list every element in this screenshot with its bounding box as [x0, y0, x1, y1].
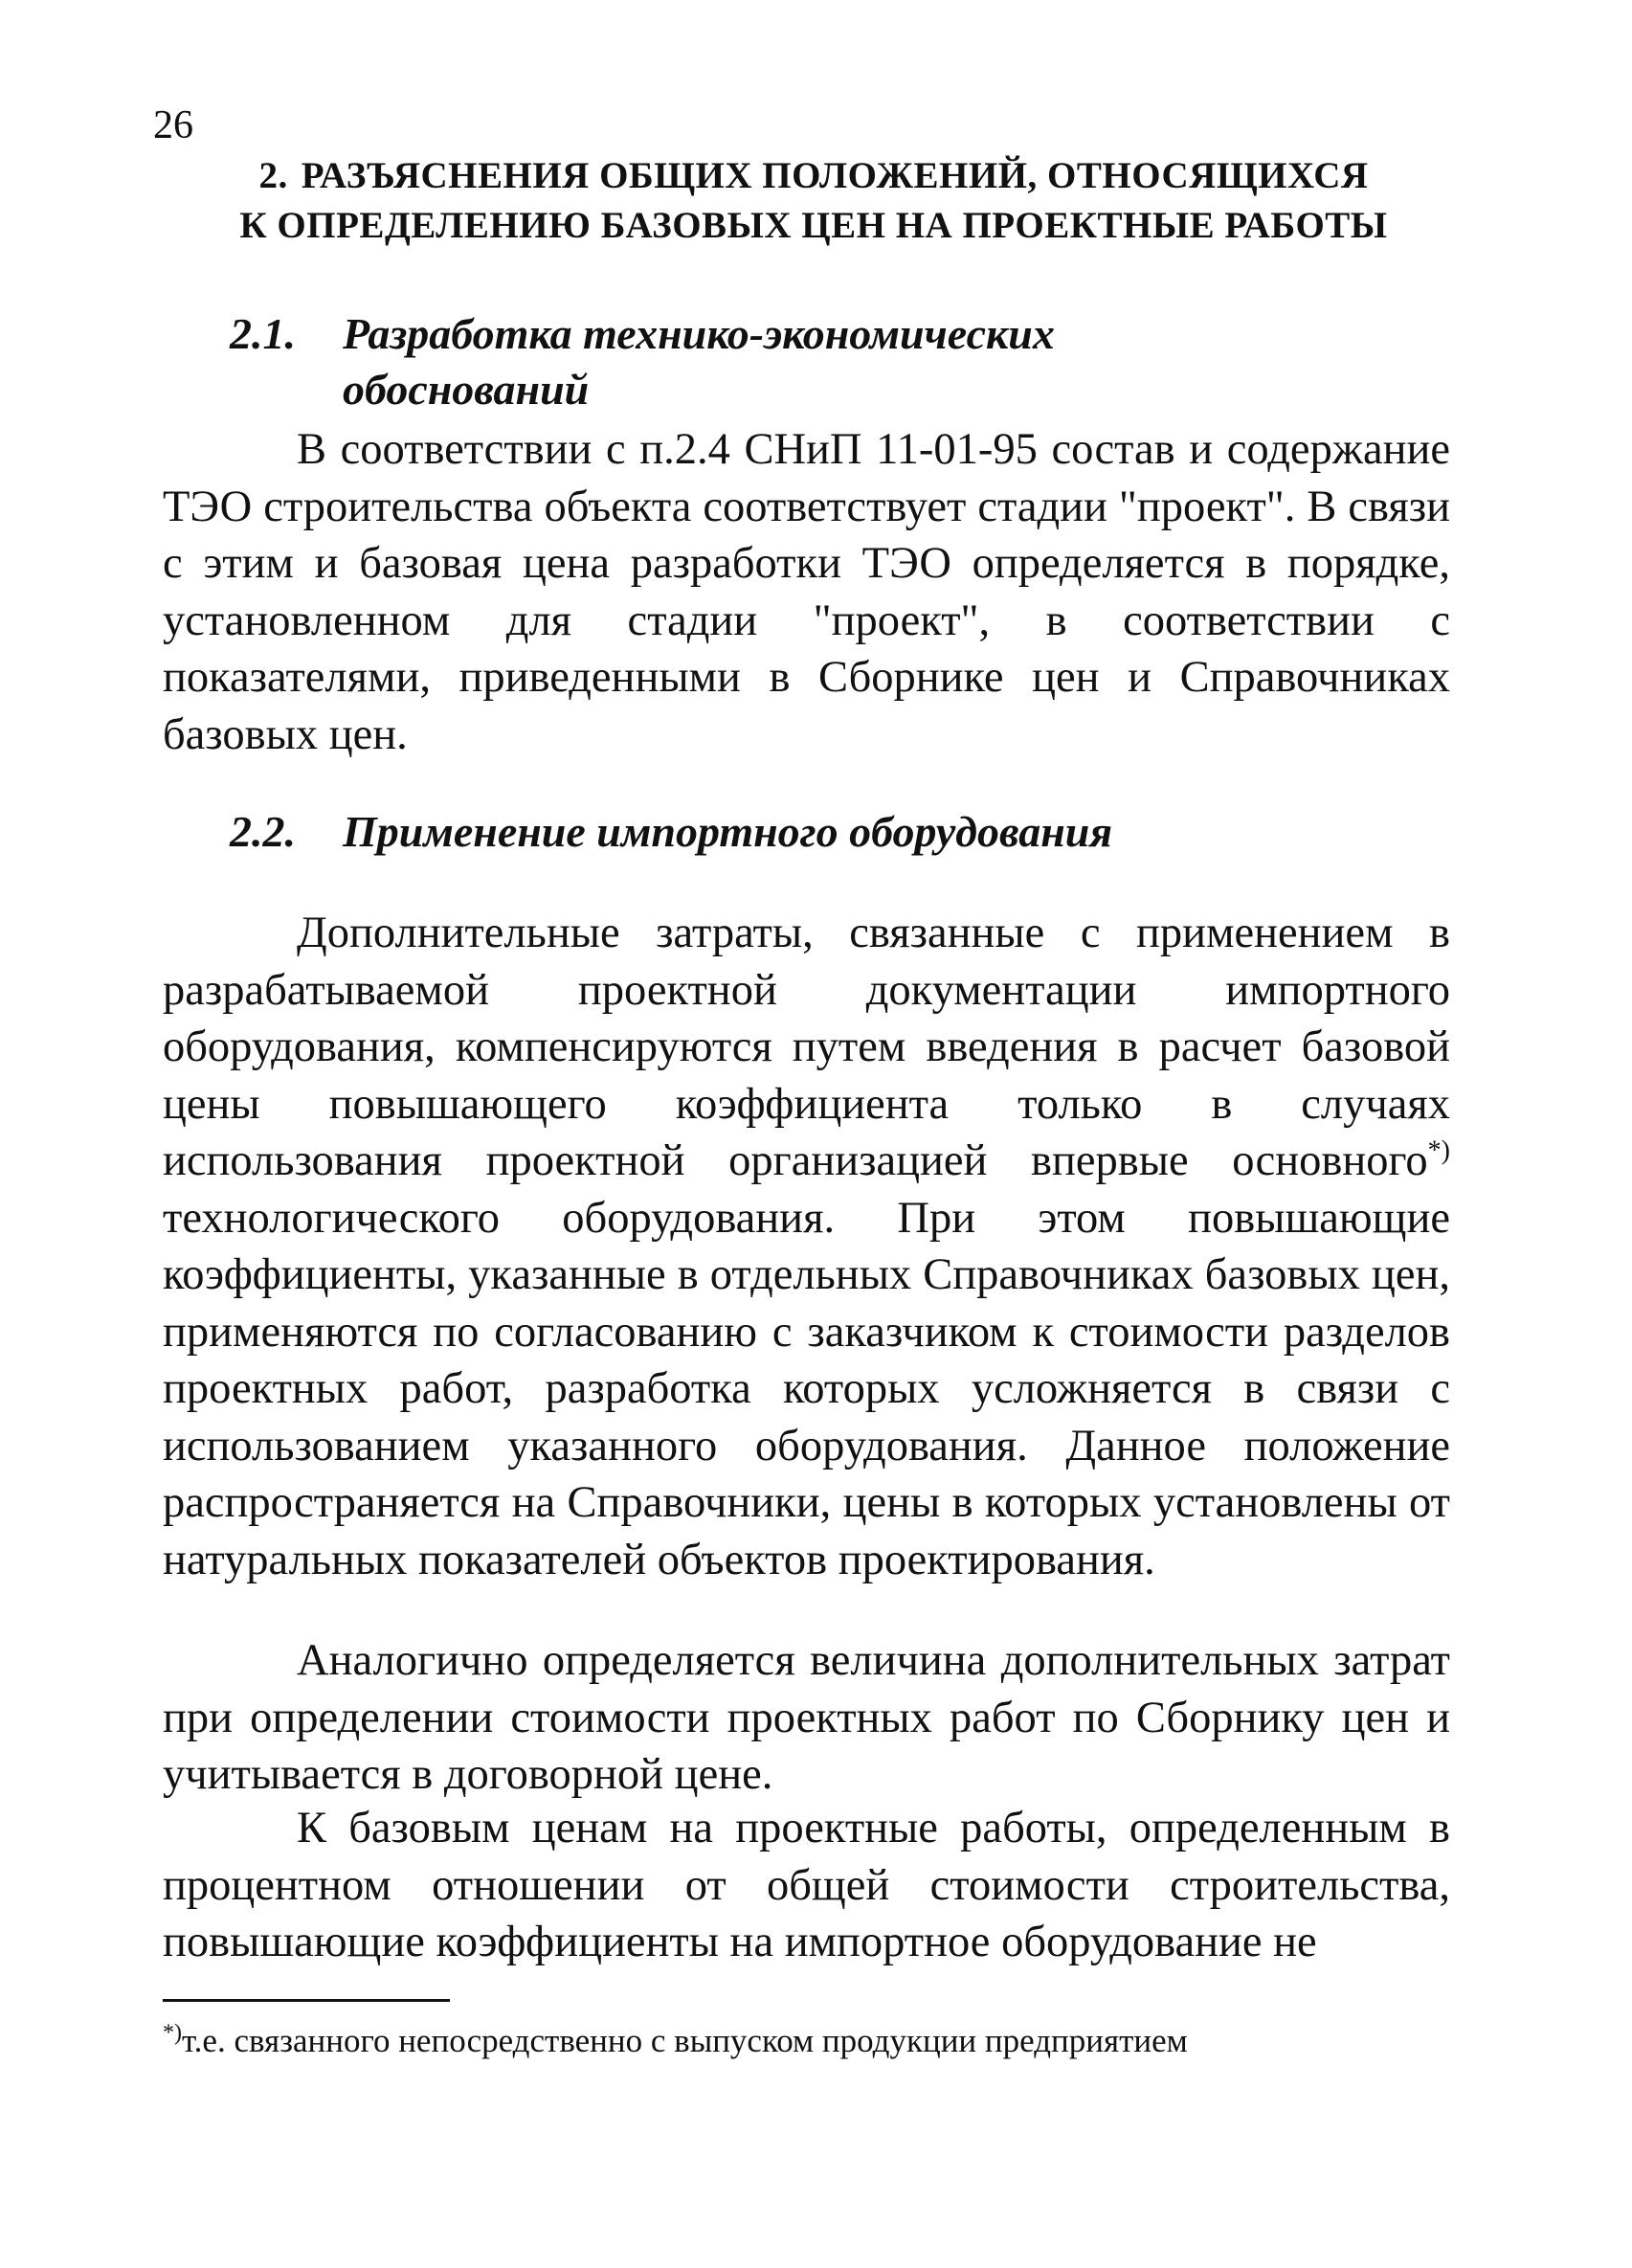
paragraph-2-1 [163, 421, 1450, 763]
chapter-title-line-1 [144, 151, 1484, 201]
paragraph-text-part-2: технологического оборудования. При этом повышающие коэффициенты, указанные в отдельных Справочниках базовых цен, применяются по согласованию с заказчиком к стоимости разделов проектных работ, разработка которых усложняется в связи с использованием указанного оборудования. Данное положение распространяется на Справочники, цены в которых установлены от натуральных показателей объектов проектирования. [163, 1193, 1450, 1584]
section-number: 2.2. [230, 807, 296, 856]
paragraph-2-2-2 [163, 1632, 1450, 1804]
section-number: 2.1. [230, 309, 296, 358]
chapter-title-line-2: К ОПРЕДЕЛЕНИЮ БАЗОВЫХ ЦЕН НА ПРОЕКТНЫЕ РАБОТЫ [239, 205, 1388, 246]
paragraph-indent [163, 909, 297, 957]
paragraph-2-2-3 [163, 1800, 1450, 1971]
paragraph-text: Аналогично определяется величина дополнительных затрат при определении стоимости проектных работ по Сборнику цен и учитывается в договорной цене. [163, 1636, 1450, 1799]
paragraph-2-2-1 [163, 905, 1450, 1588]
section-title-line-2: обоснований [343, 365, 590, 414]
footnote-reference-mark[interactable]: *) [1427, 1135, 1450, 1166]
footnote-text: т.е. связанного непосредственно с выпуском продукции предприятием [182, 2022, 1188, 2059]
paragraph-indent [163, 1804, 297, 1853]
section-heading-2-1 [230, 306, 1055, 417]
section-title-line-1: Разработка технико-экономических [343, 309, 1055, 358]
paragraph-text: В соответствии с п.2.4 СНиП 11-01-95 состав и содержание ТЭО строительства объекта соответствует стадии "проект". В связи с этим и базовая цена разработки ТЭО определяется в порядке, установленном для стадии "проект", в соответствии с показателями, приведенными в Сборнике цен и Справочниках базовых цен. [163, 425, 1450, 759]
section-title: Применение импортного оборудования [343, 807, 1113, 856]
section-heading-2-2 [230, 804, 1112, 860]
paragraph-text-part-1: Дополнительные затраты, связанные с применением в разрабатываемой проектной документации импортного оборудования, компенсируются путем введения в расчет базовой цены повышающего коэффициента только в случаях использования проектной организацией впервые основного [163, 909, 1450, 1185]
paragraph-indent [163, 1636, 297, 1685]
footnote-mark: *) [163, 2020, 182, 2046]
paragraph-text: К базовым ценам на проектные работы, определенным в процентном отношении от общей стоимости строительства, повышающие коэффициенты на импортное оборудование не [163, 1804, 1450, 1966]
footnote-divider [163, 1999, 450, 2002]
chapter-title-text-1: РАЗЪЯСНЕНИЯ ОБЩИХ ПОЛОЖЕНИЙ, ОТНОСЯЩИХСЯ [301, 155, 1369, 196]
paragraph-indent [163, 425, 297, 474]
footnote [163, 2020, 1450, 2062]
chapter-title [144, 151, 1484, 251]
chapter-number: 2. [258, 155, 288, 196]
page-number: 26 [153, 103, 193, 147]
